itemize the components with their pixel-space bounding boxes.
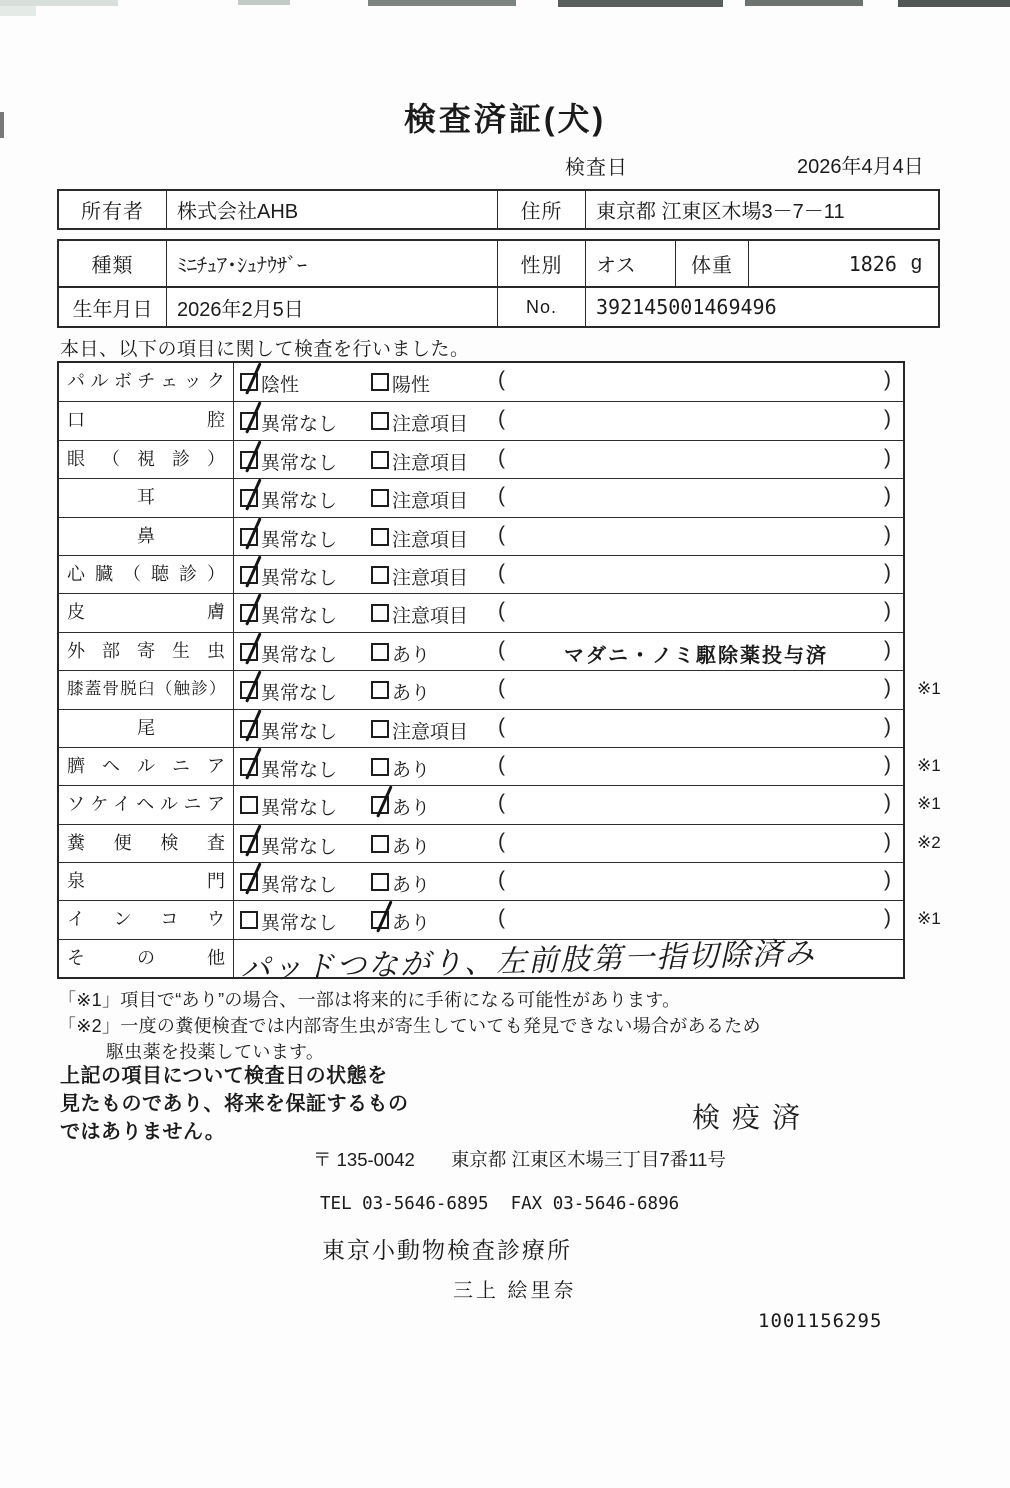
check-mark-icon xyxy=(245,671,261,703)
paren-close: ) xyxy=(884,522,891,546)
disclaimer-line: ではありません。 xyxy=(60,1121,226,1143)
page-title: 検査済証(犬) xyxy=(403,101,607,137)
checkbox-positive xyxy=(371,373,389,391)
checklist-row-fontanelle xyxy=(59,862,903,900)
info-row-breed xyxy=(59,241,938,288)
weight-label: 体重 xyxy=(675,241,748,286)
disclaimer-statement xyxy=(60,1062,409,1146)
check-mark-icon xyxy=(376,901,392,933)
check-mark-icon xyxy=(376,786,392,818)
owner-label: 所有者 xyxy=(81,201,144,223)
item-name: 外部寄生虫 xyxy=(67,640,225,661)
row-content xyxy=(234,863,903,900)
checkbox-normal xyxy=(240,835,258,853)
option1-label: 異常なし xyxy=(261,452,338,474)
option2-label: あり xyxy=(392,875,431,897)
paren-note: マダニ・ノミ駆除薬投与済 xyxy=(564,644,828,667)
paren-close: ) xyxy=(884,599,891,623)
checklist-row-patella xyxy=(59,670,941,708)
paren-close: ) xyxy=(884,906,891,930)
item-name-cell xyxy=(59,402,234,439)
checkbox-caution xyxy=(371,604,389,622)
item-name-cell xyxy=(59,633,234,670)
item-name: 心臓（聴診） xyxy=(67,563,225,584)
paren-open: ( xyxy=(498,868,505,892)
checklist-row-eyes xyxy=(59,440,903,478)
option1-label: 異常なし xyxy=(261,529,338,551)
item-name-cell xyxy=(59,786,234,823)
animal-info-table xyxy=(57,239,940,328)
disclaimer-line: 見たものであり、将来を保証するもの xyxy=(60,1093,409,1115)
checklist-row-tail xyxy=(59,709,903,747)
paren-open: ( xyxy=(498,445,505,469)
item-name: 耳 xyxy=(137,487,155,508)
checkbox-normal xyxy=(240,873,258,891)
paren-open: ( xyxy=(498,599,505,623)
postal-code: 〒 135-0042 xyxy=(313,1149,415,1170)
checkbox-normal xyxy=(240,720,258,738)
check-mark-icon xyxy=(245,594,261,626)
item-name: その他 xyxy=(67,947,225,968)
checkbox-present xyxy=(371,796,389,814)
exam-date-label: 検査日 xyxy=(565,157,628,179)
option2-label: 注意項目 xyxy=(392,529,469,551)
checkbox-normal xyxy=(240,489,258,507)
paren-open: ( xyxy=(498,522,505,546)
checklist-row-other xyxy=(59,935,903,987)
breed-label: 種類 xyxy=(91,255,134,277)
paren-open: ( xyxy=(498,829,505,853)
option2-label: あり xyxy=(392,913,431,935)
row-content xyxy=(234,441,903,478)
row-content xyxy=(234,556,903,593)
paren-close: ) xyxy=(884,829,891,853)
address-value: 東京都 江東区木場3－7－11 xyxy=(585,191,938,228)
footnote-1: 「※1」項目で“あり”の場合、一部は将来的に手術になる可能性があります。 xyxy=(58,990,681,1010)
clinic-name: 東京小動物検査診療所 xyxy=(322,1237,572,1263)
checkbox-normal xyxy=(240,604,258,622)
checkbox-normal xyxy=(240,566,258,584)
checkbox-negative xyxy=(240,373,258,391)
option1-label: 異常なし xyxy=(261,913,338,935)
breed-value: ﾐﾆﾁｭｱ･ｼｭﾅｳｻﾞｰ xyxy=(166,241,497,286)
remark-mark: ※1 xyxy=(917,755,941,775)
paren-close: ) xyxy=(884,868,891,892)
scan-artifact xyxy=(0,0,118,6)
option1-label: 異常なし xyxy=(261,683,338,705)
option1-label: 異常なし xyxy=(261,759,338,781)
checklist-row-skin xyxy=(59,593,903,631)
sex-label: 性別 xyxy=(497,241,585,286)
check-mark-icon xyxy=(245,362,261,394)
item-name-cell xyxy=(59,363,234,401)
owner-value: 株式会社AHB xyxy=(166,191,497,228)
checklist-row-fecal-exam xyxy=(59,824,941,862)
scan-artifact xyxy=(368,0,516,6)
option1-label: 異常なし xyxy=(261,491,338,513)
no-value: 392145001469496 xyxy=(585,288,938,326)
checkbox-present xyxy=(371,643,389,661)
option2-label: 注意項目 xyxy=(392,414,469,436)
item-name-cell xyxy=(59,710,234,747)
option1-label: 異常なし xyxy=(261,798,338,820)
item-name: 口腔 xyxy=(67,410,225,431)
option2-label: あり xyxy=(392,798,431,820)
checkbox-caution xyxy=(371,451,389,469)
check-mark-icon xyxy=(245,555,261,587)
checkbox-present xyxy=(371,835,389,853)
weight-value: 1826 xyxy=(848,251,897,276)
checkbox-caution xyxy=(371,720,389,738)
footnote-2-line1: 「※2」一度の糞便検査では内部寄生虫が寄生していても発見できない場合があるため xyxy=(58,1016,761,1036)
scan-artifact xyxy=(238,0,290,5)
option2-label: 陽性 xyxy=(392,375,431,396)
paren-open: ( xyxy=(498,752,505,776)
birth-label: 生年月日 xyxy=(72,298,153,321)
clinic-address-line xyxy=(313,1146,726,1172)
birth-value: 2026年2月5日 xyxy=(166,288,497,326)
option2-label: あり xyxy=(392,836,431,858)
option1-label: 異常なし xyxy=(261,414,338,436)
row-content xyxy=(234,594,903,631)
checkbox-present xyxy=(371,681,389,699)
checklist-row-mouth xyxy=(59,401,903,439)
sex-value: オス xyxy=(585,241,675,286)
checklist-row-umbilical-hernia xyxy=(59,747,941,785)
check-mark-icon xyxy=(245,517,261,549)
option1-label: 異常なし xyxy=(261,644,338,666)
item-name: 膝蓋骨脱臼（触診） xyxy=(67,680,225,699)
paren-close: ) xyxy=(884,714,891,738)
paren-close: ) xyxy=(884,560,891,584)
address-label: 住所 xyxy=(497,191,585,228)
weight-value-cell xyxy=(748,241,938,286)
option1-label: 異常なし xyxy=(261,606,338,628)
checkbox-present xyxy=(371,758,389,776)
row-content xyxy=(234,671,941,708)
option2-label: あり xyxy=(392,683,431,705)
checkbox-normal xyxy=(240,643,258,661)
row-content xyxy=(234,710,903,747)
option2-label: 注意項目 xyxy=(392,491,469,513)
checklist-row-nose xyxy=(59,517,903,555)
remark-mark: ※1 xyxy=(917,794,941,814)
item-name-cell xyxy=(59,479,234,516)
row-content xyxy=(234,748,941,785)
option1-label: 陰性 xyxy=(261,375,300,396)
checklist-table xyxy=(57,361,941,987)
item-name-cell xyxy=(59,748,234,785)
checkbox-normal xyxy=(240,528,258,546)
examiner-name: 三上 絵里奈 xyxy=(453,1280,577,1302)
check-mark-icon xyxy=(245,709,261,741)
weight-unit: g xyxy=(910,252,922,274)
checklist-row-heart xyxy=(59,555,903,593)
paren-open: ( xyxy=(498,906,505,930)
paren-close: ) xyxy=(884,368,891,391)
check-mark-icon xyxy=(245,440,261,472)
item-name: 糞便検査 xyxy=(67,832,225,853)
item-name-cell xyxy=(59,556,234,593)
intro-text: 本日、以下の項目に関して検査を行いました。 xyxy=(60,339,470,360)
paren-close: ) xyxy=(884,791,891,815)
item-name-cell xyxy=(59,901,234,938)
paren-open: ( xyxy=(498,560,505,584)
checklist-row-inguinal-hernia xyxy=(59,785,941,823)
item-name: 皮膚 xyxy=(67,602,225,623)
disclaimer-line: 上記の項目について検査日の状態を xyxy=(60,1065,388,1087)
item-name-cell xyxy=(59,825,234,862)
checkbox-present xyxy=(371,873,389,891)
option1-label: 異常なし xyxy=(261,836,338,858)
row-content xyxy=(234,402,903,439)
remark-mark: ※1 xyxy=(917,909,941,929)
checkbox-normal xyxy=(240,911,258,929)
item-name-cell xyxy=(59,441,234,478)
checkbox-caution xyxy=(371,489,389,507)
item-name-cell xyxy=(59,863,234,900)
row-content xyxy=(234,633,903,670)
option2-label: 注意項目 xyxy=(392,606,469,628)
row-content xyxy=(234,935,903,987)
item-name-cell xyxy=(59,594,234,631)
paren-open: ( xyxy=(498,407,505,431)
scan-artifact xyxy=(898,0,1010,7)
paren-open: ( xyxy=(498,368,505,391)
checkbox-caution xyxy=(371,566,389,584)
option1-label: 異常なし xyxy=(261,567,338,589)
scan-artifact xyxy=(745,0,863,6)
exam-date-value: 2026年4月4日 xyxy=(797,156,924,178)
no-label: No. xyxy=(497,288,585,326)
serial-number: 1001156295 xyxy=(758,1310,883,1332)
option2-label: あり xyxy=(392,644,431,666)
checklist-row-parvo xyxy=(59,363,903,401)
paren-open: ( xyxy=(498,714,505,738)
row-content xyxy=(234,518,903,555)
paren-close: ) xyxy=(884,676,891,700)
checkbox-normal xyxy=(240,681,258,699)
checklist-row-ectoparasites xyxy=(59,632,903,670)
checkbox-normal xyxy=(240,758,258,776)
scan-artifact xyxy=(558,0,723,7)
paren-open: ( xyxy=(498,791,505,815)
clinic-address: 東京都 江東区木場三丁目7番11号 xyxy=(450,1149,726,1170)
row-content xyxy=(234,363,903,401)
check-mark-icon xyxy=(245,824,261,856)
option1-label: 異常なし xyxy=(261,875,338,897)
item-name-cell xyxy=(59,671,234,708)
checklist-row-ears xyxy=(59,478,903,516)
check-mark-icon xyxy=(245,747,261,779)
paren-close: ) xyxy=(884,407,891,431)
item-name-cell xyxy=(59,518,234,555)
option2-label: 注意項目 xyxy=(392,567,469,589)
owner-table xyxy=(57,189,940,230)
fax-number: FAX 03-5646-6896 xyxy=(510,1194,680,1214)
paren-close: ) xyxy=(884,445,891,469)
item-name: 眼（視診） xyxy=(67,448,225,469)
check-mark-icon xyxy=(245,862,261,894)
row-content xyxy=(234,479,903,516)
checkbox-normal xyxy=(240,451,258,469)
paren-close: ) xyxy=(884,637,891,661)
paren-close: ) xyxy=(884,484,891,508)
item-name: パルボチェック xyxy=(67,371,225,391)
checkbox-normal xyxy=(240,796,258,814)
checkbox-present xyxy=(371,911,389,929)
tel-number: TEL 03-5646-6895 xyxy=(320,1194,489,1214)
paren-open: ( xyxy=(498,637,505,661)
item-name: 泉門 xyxy=(67,871,225,892)
check-mark-icon xyxy=(245,632,261,664)
item-name-cell xyxy=(59,940,234,977)
check-mark-icon xyxy=(245,479,261,511)
item-name: 鼻 xyxy=(137,525,155,546)
option1-label: 異常なし xyxy=(261,721,338,743)
handwritten-note: パッドつながり、左前肢第一指切除済み xyxy=(239,935,817,987)
row-content xyxy=(234,825,941,862)
checkbox-normal xyxy=(240,412,258,430)
info-row-birth xyxy=(59,288,938,326)
remark-mark: ※2 xyxy=(917,832,941,852)
paren-open: ( xyxy=(498,676,505,700)
item-name: 臍ヘルニア xyxy=(67,755,225,776)
remark-mark: ※1 xyxy=(917,679,941,699)
checkbox-caution xyxy=(371,412,389,430)
quarantine-stamp: 検疫済 xyxy=(692,1102,813,1133)
item-name: ソケイヘルニア xyxy=(67,794,225,815)
option2-label: あり xyxy=(392,759,431,781)
paren-close: ) xyxy=(884,752,891,776)
item-name: インコウ xyxy=(67,909,225,930)
clinic-phone-line xyxy=(320,1194,679,1214)
row-content xyxy=(234,786,941,823)
checkbox-caution xyxy=(371,528,389,546)
option2-label: 注意項目 xyxy=(392,452,469,474)
paren-open: ( xyxy=(498,484,505,508)
option2-label: 注意項目 xyxy=(392,721,469,743)
check-mark-icon xyxy=(245,402,261,434)
footnote-2-line2: 駆虫薬を投薬しています。 xyxy=(106,1042,325,1062)
item-name: 尾 xyxy=(137,717,155,738)
